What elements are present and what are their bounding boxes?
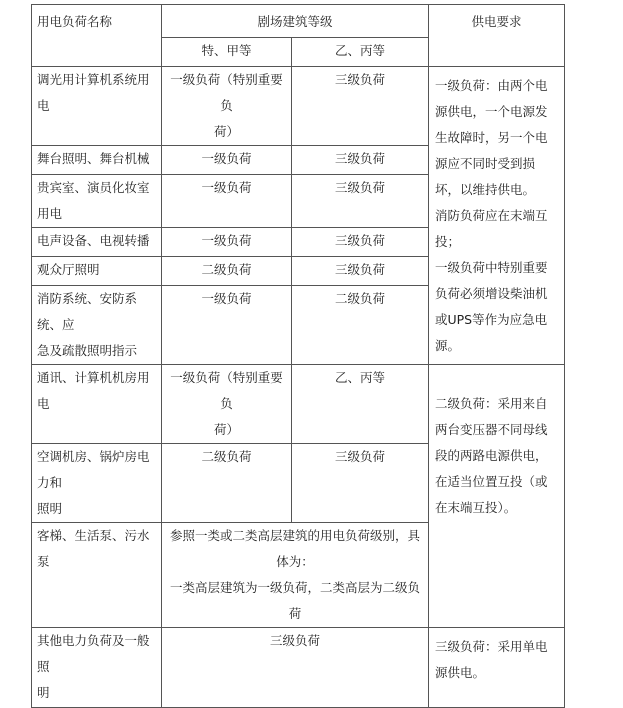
table-row: [32, 628, 565, 708]
row-grade-b: 三级负荷: [292, 228, 429, 257]
row-grade-b: 三级负荷: [292, 146, 429, 175]
row-load-name: 空调机房、锅炉房电力和 照明: [32, 444, 162, 523]
header-grade-b-c: 乙、丙等: [292, 38, 429, 67]
row-load-name: 电声设备、电视转播: [32, 228, 162, 257]
row-grade-b: 二级负荷: [292, 286, 429, 365]
row-grade-b: 三级负荷: [292, 257, 429, 286]
row-grade-a: 一级负荷: [162, 228, 292, 257]
header-supply-requirement: 供电要求: [429, 5, 565, 67]
table-row: [32, 67, 565, 146]
row-load-name: 客梯、生活泵、污水泵: [32, 523, 162, 628]
row-load-name: 观众厅照明: [32, 257, 162, 286]
load-grade-table: [31, 4, 565, 708]
row-grade-b: 乙、丙等: [292, 365, 429, 444]
row-load-name: 通讯、计算机机房用电: [32, 365, 162, 444]
row-grade-a: 一级负荷: [162, 175, 292, 228]
header-load-name: 用电负荷名称: [32, 5, 162, 67]
row-grade-b: 三级负荷: [292, 444, 429, 523]
row-grade-b: 三级负荷: [292, 175, 429, 228]
supply-requirement-part3: 三级负荷：采用单电源供电。: [429, 628, 565, 708]
row-merged-grade: 参照一类或二类高层建筑的用电负荷级别，具体为： 一类高层建筑为一级负荷，二类高层为二级负荷: [162, 523, 429, 628]
header-theater-grade: 剧场建筑等级: [162, 5, 429, 38]
row-grade-a: 一级负荷: [162, 146, 292, 175]
row-load-name: 其他电力负荷及一般照 明: [32, 628, 162, 708]
row-grade-a: 一级负荷: [162, 286, 292, 365]
supply-requirement-part1: 一级负荷：由两个电源供电，一个电源发生故障时，另一个电源应不同时受到损坏，以维持供电。 消防负荷应在末端互投； 一级负荷中特别重要负荷必须增设柴油机或UPS等作为应急电源。: [429, 67, 565, 365]
row-load-name: 舞台照明、舞台机械: [32, 146, 162, 175]
row-load-name: 贵宾室、演员化妆室用电: [32, 175, 162, 228]
row-grade-a: 二级负荷: [162, 444, 292, 523]
supply-requirement-part2: 二级负荷：采用来自两台变压器不同母线段的两路电源供电，在适当位置互投（或在末端互投）。: [429, 365, 565, 628]
row-merged-grade: 三级负荷: [162, 628, 429, 708]
row-grade-a: 一级负荷（特别重要负 荷）: [162, 67, 292, 146]
row-load-name: 调光用计算机系统用电: [32, 67, 162, 146]
row-grade-a: 二级负荷: [162, 257, 292, 286]
row-grade-a: 一级负荷（特别重要负 荷）: [162, 365, 292, 444]
table-row: [32, 365, 565, 444]
row-load-name: 消防系统、安防系统、应 急及疏散照明指示: [32, 286, 162, 365]
row-grade-b: 三级负荷: [292, 67, 429, 146]
load-table-container: [31, 4, 565, 708]
header-grade-special-a: 特、甲等: [162, 38, 292, 67]
